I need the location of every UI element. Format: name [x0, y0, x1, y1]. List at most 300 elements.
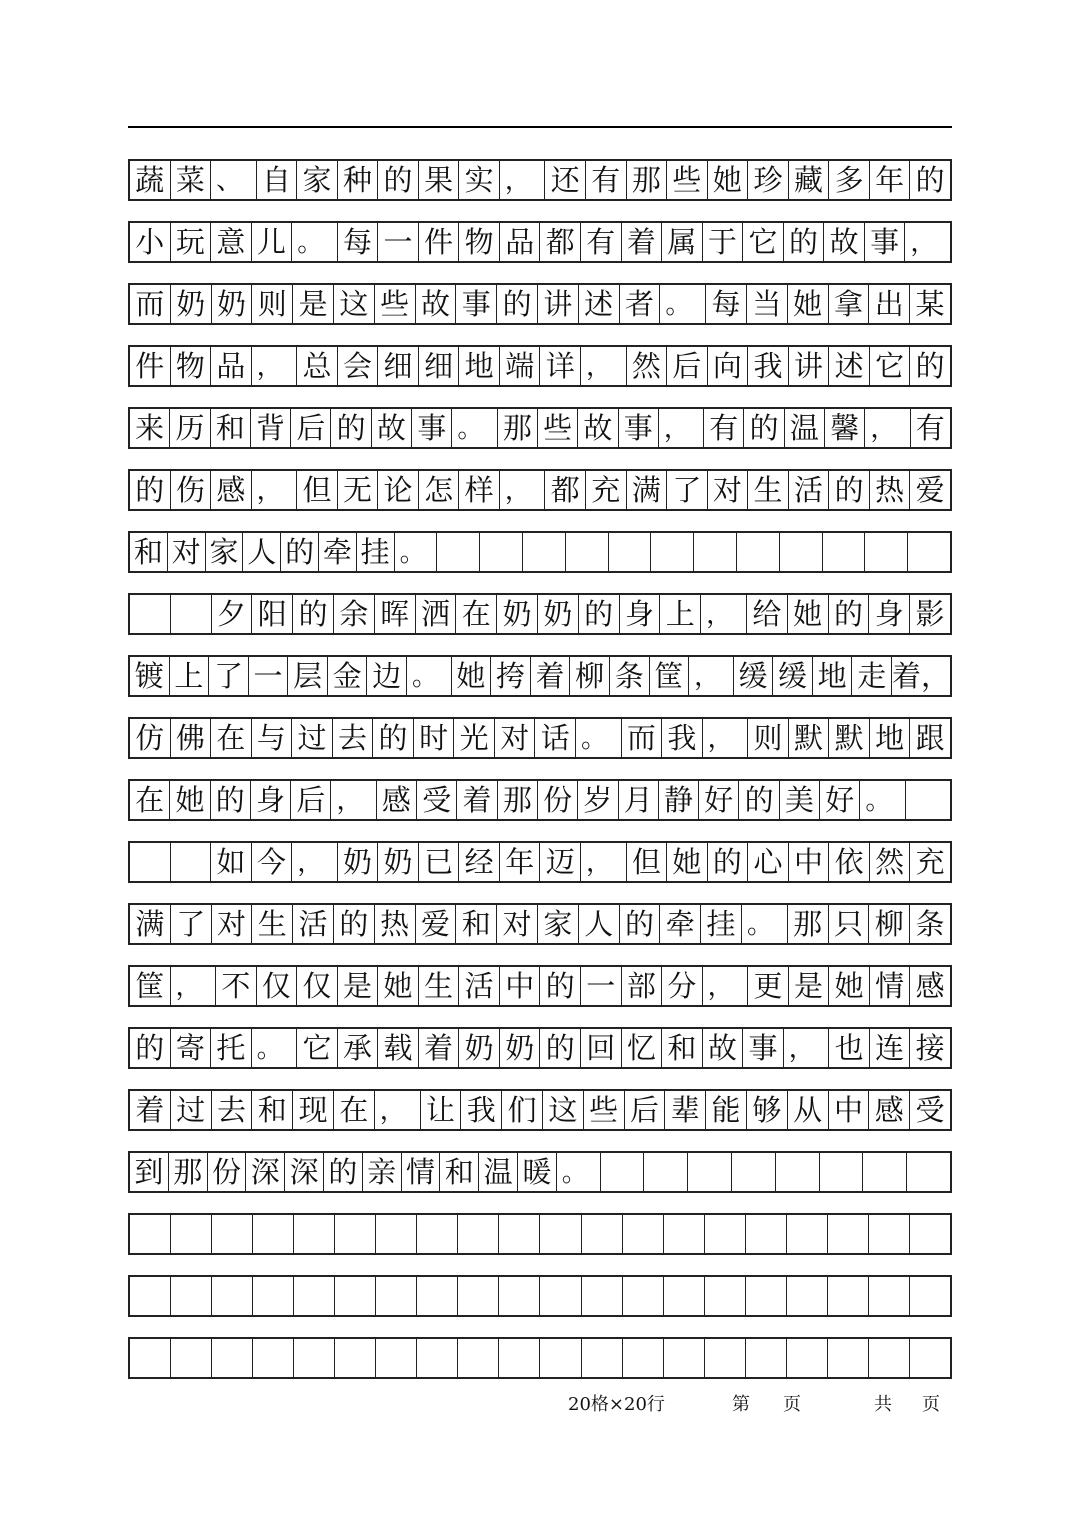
grid-cell: 些: [584, 1091, 625, 1129]
grid-row: [128, 221, 952, 263]
grid-cell: [212, 1339, 253, 1377]
grid-cell: 拿: [829, 285, 870, 323]
grid-cell: 上: [660, 595, 701, 633]
grid-cell: 牵: [660, 905, 701, 943]
grid-cell: [705, 1277, 746, 1315]
grid-cell: [499, 1277, 540, 1315]
grid-cell: 家: [206, 533, 244, 571]
grid-cell: 与: [252, 719, 293, 757]
grid-cell: 仿: [130, 719, 171, 757]
grid-cell: 它: [297, 1029, 338, 1067]
grid-cell: [705, 1339, 746, 1377]
grid-cell: 物: [171, 347, 212, 385]
grid-cell: 也: [829, 1029, 870, 1067]
grid-row: [128, 159, 952, 201]
grid-cell: 地: [459, 347, 500, 385]
grid-cell: 而: [130, 285, 171, 323]
grid-cell: ，: [500, 161, 546, 199]
grid-cell: [828, 1215, 869, 1253]
grid-row: [128, 717, 952, 759]
manuscript-grid: [128, 159, 952, 1399]
grid-cell: [787, 1339, 828, 1377]
grid-cell: 我: [662, 719, 703, 757]
grid-cell: 后: [291, 781, 331, 819]
grid-cell: 端: [500, 347, 541, 385]
grid-cell: 亲: [363, 1153, 402, 1191]
grid-cell: 当: [747, 285, 788, 323]
grid-cell: 迈: [540, 843, 581, 881]
grid-cell: 她: [170, 781, 210, 819]
grid-cell: [376, 1215, 417, 1253]
grid-cell: 部: [622, 967, 663, 1005]
grid-cell: 地: [813, 657, 853, 695]
grid-cell: [253, 1339, 294, 1377]
grid-cell: 的: [829, 471, 870, 509]
grid-cell: 历: [170, 409, 210, 447]
grid-cell: 满: [627, 471, 668, 509]
grid-cell: 细: [378, 347, 419, 385]
grid-cell: 玩: [171, 223, 212, 261]
grid-row: [128, 345, 952, 387]
grid-cell: 和: [211, 409, 251, 447]
grid-cell: [910, 1215, 950, 1253]
grid-cell: 总: [297, 347, 338, 385]
grid-cell: [417, 1339, 458, 1377]
grid-cell: 的: [739, 781, 779, 819]
grid-cell: 述: [829, 347, 870, 385]
grid-cell: 着: [531, 657, 571, 695]
grid-cell: 给: [747, 595, 788, 633]
grid-cell: 的: [373, 719, 414, 757]
grid-cell: 但: [627, 843, 668, 881]
grid-cell: 事: [865, 223, 906, 261]
grid-cell: 爱: [915, 472, 945, 507]
grid-cell: 影: [915, 596, 945, 631]
grid-cell: 她: [788, 285, 829, 323]
grid-cell: 能: [706, 1091, 747, 1129]
grid-cell: 更: [748, 967, 789, 1005]
grid-cell: 事: [619, 409, 659, 447]
grid-cell: [694, 533, 737, 571]
grid-cell: [171, 1277, 212, 1315]
grid-cell: 有: [586, 161, 627, 199]
grid-cell: 的: [540, 1029, 581, 1067]
grid-cell: 地: [870, 719, 911, 757]
grid-cell: 夕: [212, 595, 253, 633]
grid-cell: 在: [211, 719, 252, 757]
grid-cell: 的: [497, 285, 538, 323]
grid-cell: 小: [130, 223, 171, 261]
grid-cell: 。: [252, 1029, 298, 1067]
grid-cell: 的: [540, 967, 581, 1005]
grid-cell: 镀: [130, 657, 170, 695]
grid-cell: 都: [540, 223, 581, 261]
grid-cell: 着: [419, 1029, 460, 1067]
grid-cell: 层: [288, 657, 328, 695]
grid-cell: 过: [171, 1091, 212, 1129]
grid-cell: 和: [440, 1153, 479, 1191]
grid-cell: 热: [870, 471, 911, 509]
grid-cell: 静: [659, 781, 699, 819]
grid-cell: [780, 533, 823, 571]
grid-cell: ，: [910, 228, 937, 258]
grid-cell: 满: [130, 905, 171, 943]
grid-cell: 爱: [416, 905, 457, 943]
grid-cell: 的: [784, 223, 825, 261]
grid-cell: 对: [168, 533, 206, 571]
grid-cell: 时: [414, 719, 455, 757]
grid-cell: 晖: [375, 595, 416, 633]
grid-cell: 回: [581, 1029, 622, 1067]
grid-cell: 属: [662, 223, 703, 261]
grid-cell: [737, 533, 780, 571]
grid-cell: [499, 1215, 540, 1253]
grid-cell: 实: [459, 161, 500, 199]
grid-cell: 后: [625, 1091, 666, 1129]
grid-cell: 这: [334, 285, 375, 323]
grid-cell: 和: [662, 1029, 703, 1067]
grid-cell: [540, 1339, 581, 1377]
grid-cell: 身: [869, 595, 910, 633]
grid-cell: 。: [742, 905, 788, 943]
grid-cell: 情: [402, 1153, 441, 1191]
grid-cell: 这: [543, 1091, 584, 1129]
grid-cell: ，: [375, 1091, 421, 1129]
grid-cell: 的: [281, 533, 319, 571]
grid-cell: 托: [211, 1029, 252, 1067]
grid-cell: 好: [820, 781, 860, 819]
grid-cell: 感: [211, 471, 252, 509]
total-pages-suffix: 页: [922, 1394, 940, 1415]
grid-cell: 了: [171, 905, 212, 943]
grid-cell: 感: [377, 781, 417, 819]
grid-cell: 人: [243, 533, 281, 571]
grid-cell: [540, 1215, 581, 1253]
grid-cell: 些: [375, 285, 416, 323]
grid-cell: [212, 1277, 253, 1315]
grid-cell: [294, 1277, 335, 1315]
grid-cell: 的: [620, 905, 661, 943]
grid-cell: [540, 1277, 581, 1315]
grid-cell: 辈: [665, 1091, 706, 1129]
grid-cell: 阳: [252, 595, 293, 633]
grid-cell: 的: [324, 1153, 363, 1191]
grid-cell: [787, 1215, 828, 1253]
grid-cell: 些: [667, 161, 708, 199]
grid-cell: 缓: [773, 657, 813, 695]
grid-cell: ，: [784, 1029, 830, 1067]
grid-cell: 充: [586, 471, 627, 509]
grid-cell: 故: [372, 409, 412, 447]
grid-cell: 。: [576, 719, 622, 757]
grid-cell: 有: [915, 410, 945, 445]
grid-cell: ，: [252, 347, 298, 385]
grid-cell: 美: [780, 781, 820, 819]
grid-cell: [746, 1339, 787, 1377]
grid-cell: 的: [708, 843, 749, 881]
grid-cell: 奶: [171, 285, 212, 323]
grid-cell: ，: [865, 409, 910, 447]
grid-cell: 温: [785, 409, 825, 447]
grid-cell: 怎: [419, 471, 460, 509]
grid-cell: 自: [257, 161, 298, 199]
grid-cell: 年: [500, 843, 541, 881]
grid-cell: [705, 1215, 746, 1253]
grid-cell: ，: [331, 781, 376, 819]
grid-cell: 生: [419, 967, 460, 1005]
grid-cell: 余: [334, 595, 375, 633]
grid-cell: 走: [852, 657, 892, 695]
grid-row: [128, 655, 952, 697]
grid-cell: 讲: [789, 347, 830, 385]
grid-cell: 而: [622, 719, 663, 757]
grid-cell: 对: [212, 905, 253, 943]
grid-cell: 中: [829, 1091, 870, 1129]
grid-cell: 着: [457, 781, 497, 819]
grid-cell: 菜: [171, 161, 212, 199]
grid-cell: 佛: [171, 719, 212, 757]
grid-cell: 活: [293, 905, 334, 943]
grid-cell: [823, 533, 866, 571]
grid-cell: 话: [535, 719, 576, 757]
grid-cell: 则: [252, 285, 293, 323]
grid-cell: 的: [293, 595, 334, 633]
grid-cell: 活: [459, 967, 500, 1005]
grid-cell: 生: [748, 471, 789, 509]
grid-cell: 的: [829, 595, 870, 633]
grid-cell: 的: [130, 1029, 171, 1067]
grid-cell: [566, 533, 609, 571]
grid-cell: 它: [743, 223, 784, 261]
grid-cell: ，: [703, 719, 749, 757]
grid-cell: [171, 595, 212, 633]
grid-cell: 去: [333, 719, 374, 757]
grid-cell: 儿: [252, 223, 293, 261]
grid-cell: 感: [915, 968, 945, 1003]
grid-cell: 寄: [171, 1029, 212, 1067]
grid-cell: 多: [829, 161, 870, 199]
grid-cell: 奶: [338, 843, 379, 881]
grid-row: [128, 283, 952, 325]
grid-cell: [582, 1277, 623, 1315]
grid-cell: 在: [334, 1091, 375, 1129]
grid-cell: 和: [456, 905, 497, 943]
grid-cell: 每: [338, 223, 379, 261]
grid-cell: 忆: [622, 1029, 663, 1067]
grid-cell: [212, 1215, 253, 1253]
grid-cell: 过: [292, 719, 333, 757]
grid-cell: 分: [662, 967, 703, 1005]
grid-cell: 到: [130, 1153, 169, 1191]
grid-cell: 会: [338, 347, 379, 385]
grid-row: [128, 1337, 952, 1379]
grid-cell: [130, 1339, 171, 1377]
grid-cell: 那: [627, 161, 668, 199]
grid-cell: 一: [249, 657, 289, 695]
grid-cell: 那: [498, 409, 538, 447]
grid-cell: 珍: [748, 161, 789, 199]
grid-cell: 只: [829, 905, 870, 943]
grid-cell: 还: [545, 161, 586, 199]
grid-cell: 们: [502, 1091, 543, 1129]
grid-cell: 情: [870, 967, 911, 1005]
grid-cell: 对: [497, 905, 538, 943]
grid-cell: [908, 533, 950, 571]
grid-cell: 述: [579, 285, 620, 323]
grid-cell: [865, 533, 908, 571]
grid-cell: 蔬: [130, 161, 171, 199]
grid-cell: 意: [211, 223, 252, 261]
grid-cell: 是: [338, 967, 379, 1005]
grid-cell: 件: [130, 347, 171, 385]
grid-cell: [417, 1277, 458, 1315]
grid-cell: 是: [789, 967, 830, 1005]
grid-cell: ，: [689, 657, 734, 695]
grid-cell: [582, 1339, 623, 1377]
grid-row: [128, 531, 952, 573]
grid-cell: [732, 1153, 776, 1191]
grid-cell: 奶: [459, 1029, 500, 1067]
grid-cell: 柳: [869, 905, 910, 943]
grid-cell: 受: [417, 781, 457, 819]
grid-cell: [906, 781, 950, 819]
grid-cell: 柳: [570, 657, 610, 695]
grid-cell: [869, 1339, 910, 1377]
grid-cell: 的: [915, 162, 945, 197]
grid-cell: 和: [130, 533, 168, 571]
grid-cell: 心: [748, 843, 789, 881]
grid-cell: [130, 843, 171, 881]
grid-cell: ，: [500, 471, 546, 509]
grid-cell: [171, 1339, 212, 1377]
grid-cell: [910, 1277, 950, 1315]
grid-cell: 的: [334, 905, 375, 943]
grid-cell: 的: [331, 409, 371, 447]
grid-cell: 奶: [538, 595, 579, 633]
grid-cell: 她: [788, 595, 829, 633]
grid-cell: 的: [915, 348, 945, 383]
grid-cell: 馨: [825, 409, 865, 447]
grid-cell: 让: [421, 1091, 462, 1129]
grid-cell: 。: [557, 1153, 601, 1191]
grid-cell: 筐: [650, 657, 690, 695]
grid-cell: 品: [500, 223, 541, 261]
grid-cell: [171, 1215, 212, 1253]
grid-cell: [651, 533, 694, 571]
grid-cell: 着，: [891, 658, 950, 693]
grid-cell: 暖: [518, 1153, 557, 1191]
grid-cell: 边: [367, 657, 407, 695]
grid-cell: 默: [789, 719, 830, 757]
grid-cell: 伤: [171, 471, 212, 509]
grid-cell: 对: [495, 719, 536, 757]
grid-cell: [582, 1215, 623, 1253]
grid-cell: 仅: [297, 967, 338, 1005]
grid-cell: [458, 1339, 499, 1377]
grid-row: [128, 965, 952, 1007]
grid-cell: 她: [452, 657, 492, 695]
grid-cell: 故: [703, 1029, 744, 1067]
grid-row: [128, 1213, 952, 1255]
grid-cell: 是: [293, 285, 334, 323]
grid-cell: 。: [660, 285, 706, 323]
grid-cell: 故: [416, 285, 457, 323]
grid-cell: 。: [452, 409, 497, 447]
grid-cell: 牵: [319, 533, 357, 571]
grid-cell: 从: [788, 1091, 829, 1129]
grid-cell: 挎: [491, 657, 531, 695]
grid-cell: 在: [130, 781, 170, 819]
grid-cell: [376, 1277, 417, 1315]
grid-cell: 活: [789, 471, 830, 509]
grid-cell: [335, 1277, 376, 1315]
grid-cell: 挂: [701, 905, 742, 943]
grid-cell: [609, 533, 652, 571]
grid-cell: 中: [789, 843, 830, 881]
grid-cell: 。: [292, 223, 338, 261]
grid-cell: 样: [459, 471, 500, 509]
grid-cell: [253, 1277, 294, 1315]
grid-row: [128, 1151, 952, 1193]
grid-cell: [828, 1339, 869, 1377]
grid-cell: ，: [581, 347, 627, 385]
grid-cell: 事: [412, 409, 452, 447]
grid-row: [128, 1027, 952, 1069]
grid-row: [128, 469, 952, 511]
grid-cell: 每: [706, 285, 747, 323]
grid-size-label: 20格×20行: [568, 1394, 665, 1415]
grid-cell: [746, 1277, 787, 1315]
grid-cell: 如: [211, 843, 252, 881]
grid-cell: ，: [252, 471, 298, 509]
grid-cell: 感: [869, 1091, 910, 1129]
grid-cell: 故: [578, 409, 618, 447]
grid-row: [128, 779, 952, 821]
grid-cell: [130, 1215, 171, 1253]
grid-cell: 她: [829, 967, 870, 1005]
grid-cell: 接: [915, 1030, 945, 1065]
grid-cell: 中: [500, 967, 541, 1005]
grid-cell: [828, 1277, 869, 1315]
grid-cell: 身: [620, 595, 661, 633]
grid-cell: [623, 1339, 664, 1377]
grid-cell: 上: [170, 657, 210, 695]
grid-cell: 它: [870, 347, 911, 385]
grid-cell: [458, 1215, 499, 1253]
grid-cell: 但: [297, 471, 338, 509]
grid-cell: 、: [211, 161, 257, 199]
grid-cell: [437, 533, 480, 571]
grid-cell: 的: [378, 161, 419, 199]
grid-row: [128, 407, 952, 449]
grid-cell: 和: [252, 1091, 293, 1129]
grid-cell: 热: [375, 905, 416, 943]
grid-cell: 岁: [578, 781, 618, 819]
grid-cell: 了: [667, 471, 708, 509]
grid-cell: 有: [704, 409, 744, 447]
grid-cell: [688, 1153, 732, 1191]
grid-cell: [499, 1339, 540, 1377]
grid-cell: 的: [744, 409, 784, 447]
grid-cell: 出: [869, 285, 910, 323]
grid-cell: 某: [915, 286, 945, 321]
grid-cell: 奶: [378, 843, 419, 881]
grid-cell: [480, 533, 523, 571]
grid-cell: [130, 595, 171, 633]
grid-cell: ，: [292, 843, 338, 881]
grid-cell: 奶: [497, 595, 538, 633]
grid-cell: 详: [540, 347, 581, 385]
